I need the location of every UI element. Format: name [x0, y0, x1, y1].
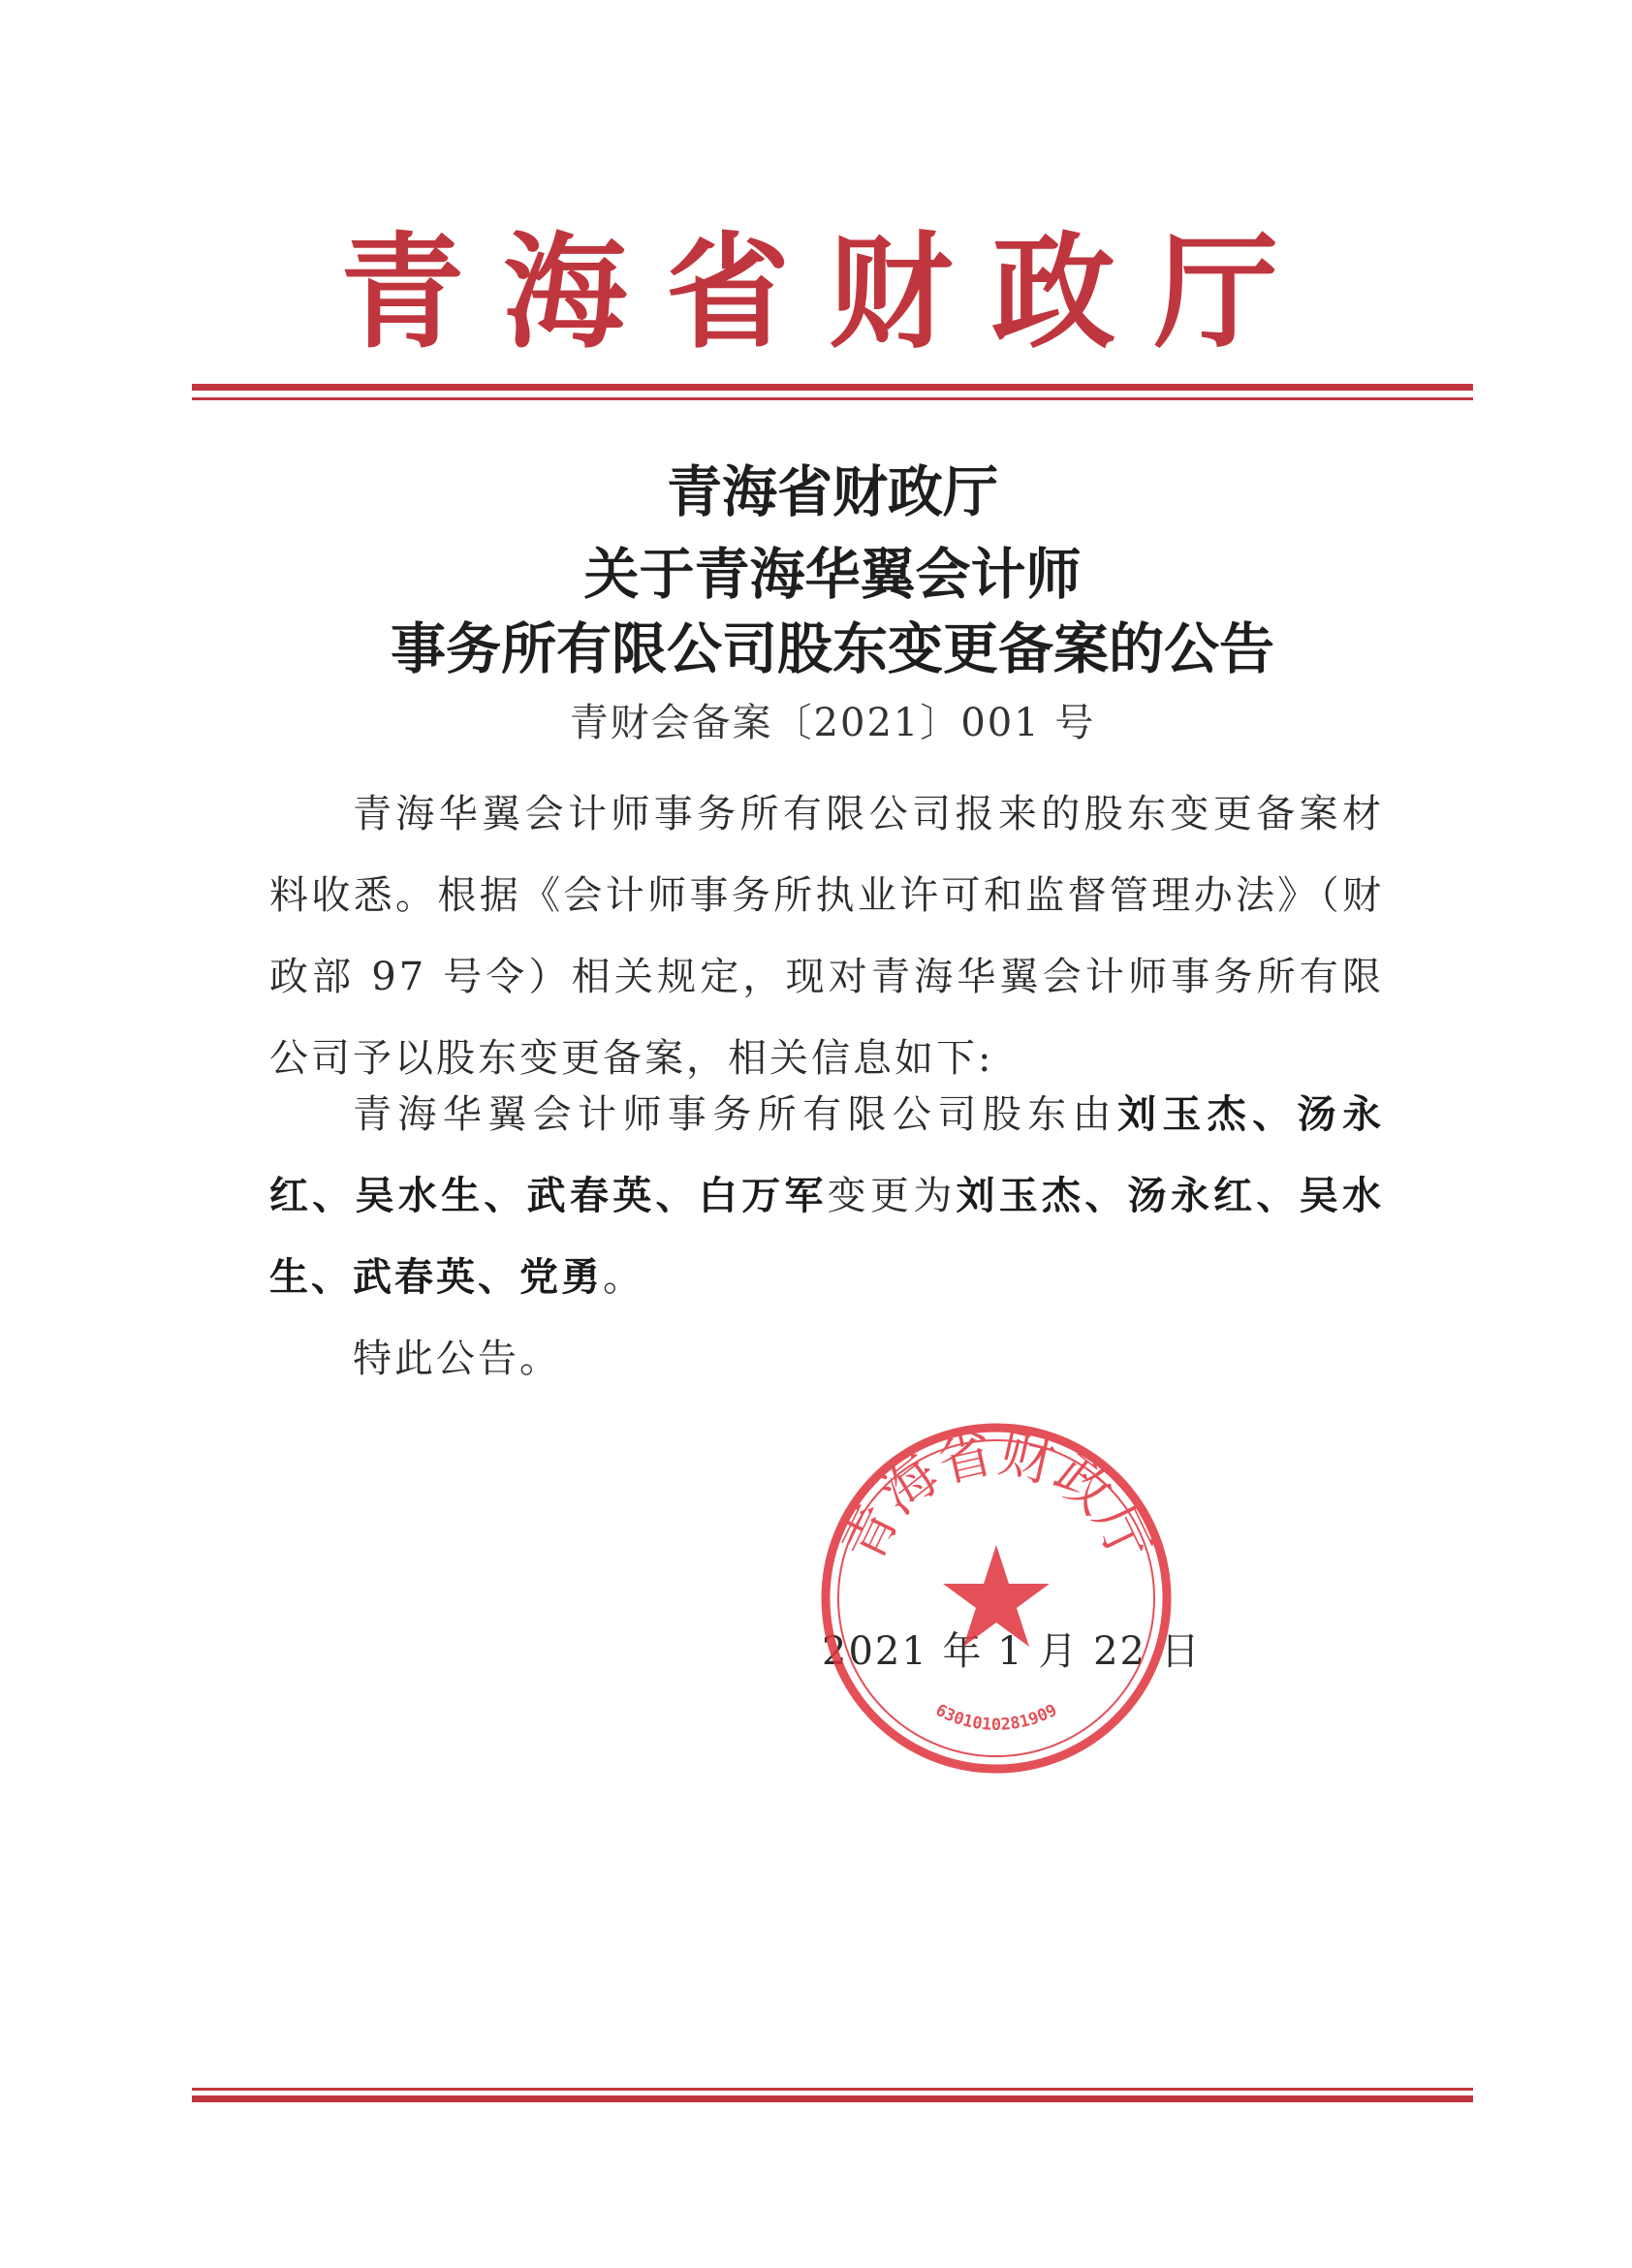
closing-statement: 特此公告。 [353, 1337, 561, 1381]
paragraph-2-middle: 变更为 [827, 1174, 957, 1218]
paragraph-2-suffix: 。 [603, 1255, 644, 1300]
seal-number [932, 1701, 1060, 1735]
new-shareholders: 刘玉杰、汤永红、吴水生、武春英、党勇 [269, 1173, 1385, 1300]
seal-number-textpath: 6301010281909 [931, 1700, 1061, 1735]
official-seal [819, 1421, 1174, 1776]
footer-rule-thin [192, 2088, 1473, 2091]
seal-star-icon [943, 1545, 1050, 1647]
footer-rule-thick [192, 2095, 1473, 2102]
notice-title-line-2: 关于青海华翼会计师 [583, 543, 1082, 607]
notice-title-line-1: 青海省财政厅 [667, 460, 998, 524]
body-paragraph-2 [269, 1074, 1384, 1318]
letterhead-rule-thin [192, 397, 1473, 400]
letterhead-rule-thick [192, 384, 1473, 391]
body-paragraph-1: 青海华翼会计师事务所有限公司报来的股东变更备案材料收悉。根据《会计师事务所执业许可和监督管理办法》（财政部 97 号令）相关规定，现对青海华翼会计师事务所有限公司予以股东变更备案，相关信息如下: [269, 792, 1384, 1081]
old-shareholders: 刘玉杰、汤永红、吴水生、武春英、白万军 [269, 1091, 1385, 1218]
letterhead-title: 青海省财政厅 [339, 221, 1317, 365]
notice-title-line-3: 事务所有限公司股东变更备案的公告 [391, 617, 1274, 681]
issue-date: 2021 年 1 月 22 日 [822, 1629, 1202, 1674]
seal-arc-textpath: 青海省财政厅 [831, 1421, 1162, 1572]
document-number: 青财会备案〔2021〕001 号 [569, 701, 1096, 745]
paragraph-2-prefix: 青海华翼会计师事务所有限公司股东由 [353, 1092, 1117, 1137]
